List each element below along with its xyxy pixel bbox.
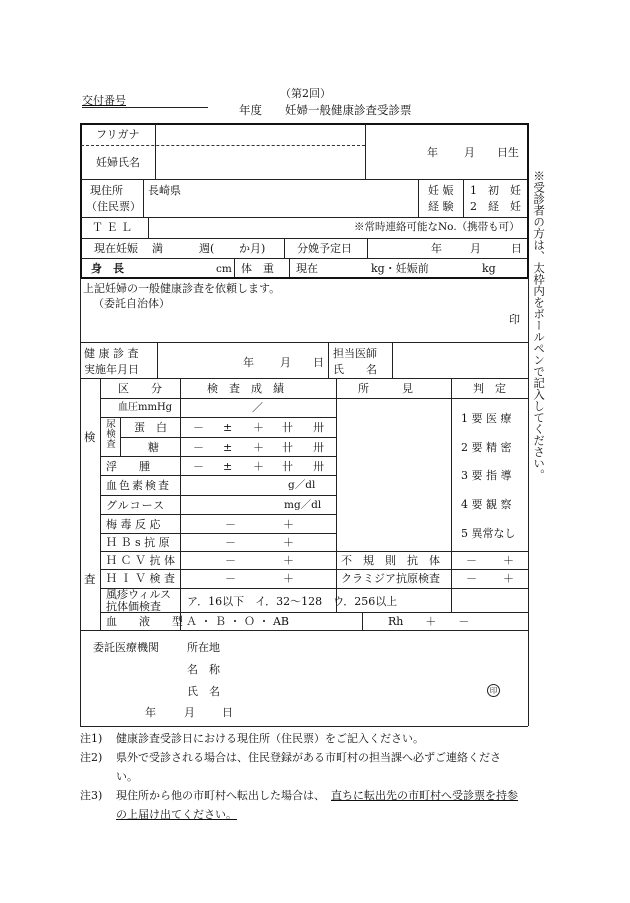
chlamydia-plus: ＋ <box>503 572 514 585</box>
rubella-value: ア．16以下 イ．32～128 ウ．256以上 <box>187 595 398 608</box>
hiv-plus: ＋ <box>283 572 294 585</box>
note-2-text-cont: い。 <box>116 770 138 783</box>
doctor-name-label: 氏 名 <box>333 363 377 376</box>
note-2-text: 県外で受診される場合は、住民登録がある市町村の担当課へ必ずご連絡くださ <box>116 751 501 764</box>
weight-before-label: kg・妊娠前 <box>371 262 429 275</box>
col-category: 区 分 <box>118 382 162 395</box>
current-pregnancy-label: 現在妊娠 <box>94 242 138 255</box>
weight-label: 体 重 <box>241 262 274 275</box>
request-seal: 印 <box>509 313 520 326</box>
blood-type-value: Ａ ・ Ｂ ・ Ｏ ・ AB <box>186 615 290 628</box>
pregnancy-option-repeat: 2 経 妊 <box>470 200 521 213</box>
address-label-sub: （住民票） <box>86 200 141 213</box>
syphilis-label: 梅 毒 反 応 <box>106 518 161 531</box>
exam-day: 日 <box>313 356 324 369</box>
judgment-3: 3 要 指 導 <box>461 469 512 482</box>
weight-current-label: 現在 <box>296 262 318 275</box>
sugar-label: 糖 <box>148 441 159 454</box>
hcv-plus: ＋ <box>283 554 294 567</box>
fiscal-year-label: 年度 <box>239 103 262 117</box>
months-label: か月) <box>239 242 266 255</box>
due-day: 日 <box>511 242 522 255</box>
rh-value: Rh ＋ － <box>388 615 470 628</box>
clinic-address-label: 所在地 <box>187 641 220 654</box>
tel-note: ※常時連絡可能なNo.（携帯も可） <box>354 221 520 233</box>
hcv-label: Ｈ Ｃ Ｖ 抗 体 <box>106 554 175 567</box>
clinic-name-label: 名 称 <box>187 663 220 676</box>
furigana-divider <box>81 145 365 146</box>
col-findings: 所 見 <box>358 382 413 395</box>
hemoglobin-unit: g／dl <box>288 479 316 491</box>
exam-year: 年 <box>243 356 254 369</box>
note-1-label: 注1) <box>80 732 103 745</box>
pregnancy-experience-label: 妊 娠 <box>428 184 454 197</box>
round-label: （第2回） <box>280 87 331 100</box>
due-month: 月 <box>470 242 481 255</box>
height-label: 身 長 <box>91 262 124 275</box>
bold-frame-right <box>527 123 529 279</box>
request-text: 上記妊婦の一般健康診査を依頼します。 <box>83 282 281 295</box>
doctor-label: 担当医師 <box>333 347 377 360</box>
bp-separator: ／ <box>252 401 263 414</box>
outer-right <box>528 278 529 726</box>
note-3-text: 現住所から他の市町村へ転出した場合は、 <box>116 789 325 802</box>
judgment-1: 1 要 医 療 <box>461 412 512 425</box>
irregular-minus: － <box>466 554 477 567</box>
clinic-day: 日 <box>222 706 233 719</box>
address-value: 長崎県 <box>148 184 181 197</box>
chlamydia-label: クラミジア抗原検査 <box>341 572 440 585</box>
outer-left <box>80 278 81 726</box>
outer-bottom <box>80 726 528 727</box>
edema-label: 浮 腫 <box>106 460 150 473</box>
bold-frame-bottom <box>80 277 529 279</box>
col-result: 検 査 成 績 <box>207 382 284 395</box>
furigana-label: フリガナ <box>96 128 140 141</box>
exam-date-label-2: 実施年月日 <box>84 363 139 376</box>
note-3-text-underlined: 直ちに転出先の市町村へ受診票を持参 <box>331 789 518 802</box>
birth-day: 日生 <box>497 146 519 159</box>
exam-side-label-bottom: 査 <box>84 572 96 586</box>
exam-month: 月 <box>280 356 291 369</box>
blood-type-label: 血 液 型 <box>106 615 183 628</box>
clinic-seal-icon: 印 <box>487 684 500 697</box>
clinic-year: 年 <box>145 706 156 719</box>
hemoglobin-label: 血色素検査 <box>106 479 171 492</box>
birth-year: 年 <box>427 146 438 159</box>
syphilis-minus: － <box>225 518 236 531</box>
hiv-minus: － <box>225 572 236 585</box>
note-3-label: 注3) <box>80 789 103 802</box>
exam-date-label: 健 康 診 査 <box>84 347 139 360</box>
ticket-number-line <box>82 107 208 108</box>
judgment-4: 4 要 観 察 <box>461 498 512 511</box>
irregular-antibody-label: 不 規 則 抗 体 <box>341 554 440 567</box>
syphilis-plus: ＋ <box>283 518 294 531</box>
urine-label: 尿検査 <box>106 419 116 450</box>
bold-frame-left <box>80 123 82 279</box>
pregnancy-experience-label-2: 経 験 <box>428 200 454 213</box>
form-title: 妊婦一般健康診査受診票 <box>285 103 412 117</box>
tel-label: Ｔ Ｅ Ｌ <box>92 221 132 234</box>
pregnancy-option-first: 1 初 妊 <box>470 184 521 197</box>
note-3-text-cont: の上届け出てください。 <box>116 808 237 821</box>
due-year: 年 <box>431 242 442 255</box>
weeks-label: 週( <box>199 242 215 255</box>
clinic-person-label: 氏 名 <box>187 685 220 698</box>
request-municipality: （委託自治体） <box>93 297 170 310</box>
protein-label: 蛋 白 <box>134 421 167 434</box>
clinic-month: 月 <box>184 706 195 719</box>
rubella-label: 風疹ウィルス <box>106 588 172 601</box>
name-label: 妊婦氏名 <box>96 156 140 169</box>
chlamydia-minus: － <box>466 572 477 585</box>
exam-side-col <box>100 378 101 630</box>
irregular-plus: ＋ <box>503 554 514 567</box>
hbs-label: Ｈ Ｂ s 抗 原 <box>106 536 170 549</box>
col-judgment: 判 定 <box>473 382 506 395</box>
exam-side-label-top: 検 <box>84 430 96 444</box>
bold-frame-top <box>80 123 529 125</box>
height-unit: cm <box>216 263 232 275</box>
address-label: 現住所 <box>90 184 123 197</box>
note-2-label: 注2) <box>80 751 103 764</box>
exam-table-bottom <box>80 630 528 631</box>
hcv-minus: － <box>225 554 236 567</box>
ticket-number-label: 交付番号 <box>82 94 126 107</box>
rubella-label-2: 抗体価検査 <box>106 600 161 613</box>
birth-month: 月 <box>464 146 475 159</box>
bp-label: 血圧mmHg <box>118 402 173 413</box>
glucose-label: グルコース <box>106 499 166 512</box>
full-label: 満 <box>152 242 163 255</box>
judgment-5: 5 異常なし <box>461 527 516 540</box>
note-1-text: 健康診査受診日における現住所（住民票）をご記入ください。 <box>116 732 424 745</box>
hbs-minus: － <box>225 536 236 549</box>
clinic-label: 委託医療機関 <box>93 641 159 654</box>
side-instruction-note: ※受診者の方は、太枠内をボールペンで記入してください。 <box>532 170 547 481</box>
glucose-unit: mg／dl <box>284 499 322 511</box>
hbs-plus: ＋ <box>283 536 294 549</box>
hiv-label: Ｈ Ｉ Ｖ 検 査 <box>106 572 175 585</box>
judgment-2: 2 要 精 密 <box>461 441 512 454</box>
due-date-label: 分娩予定日 <box>297 242 352 255</box>
weight-unit: kg <box>482 262 496 275</box>
